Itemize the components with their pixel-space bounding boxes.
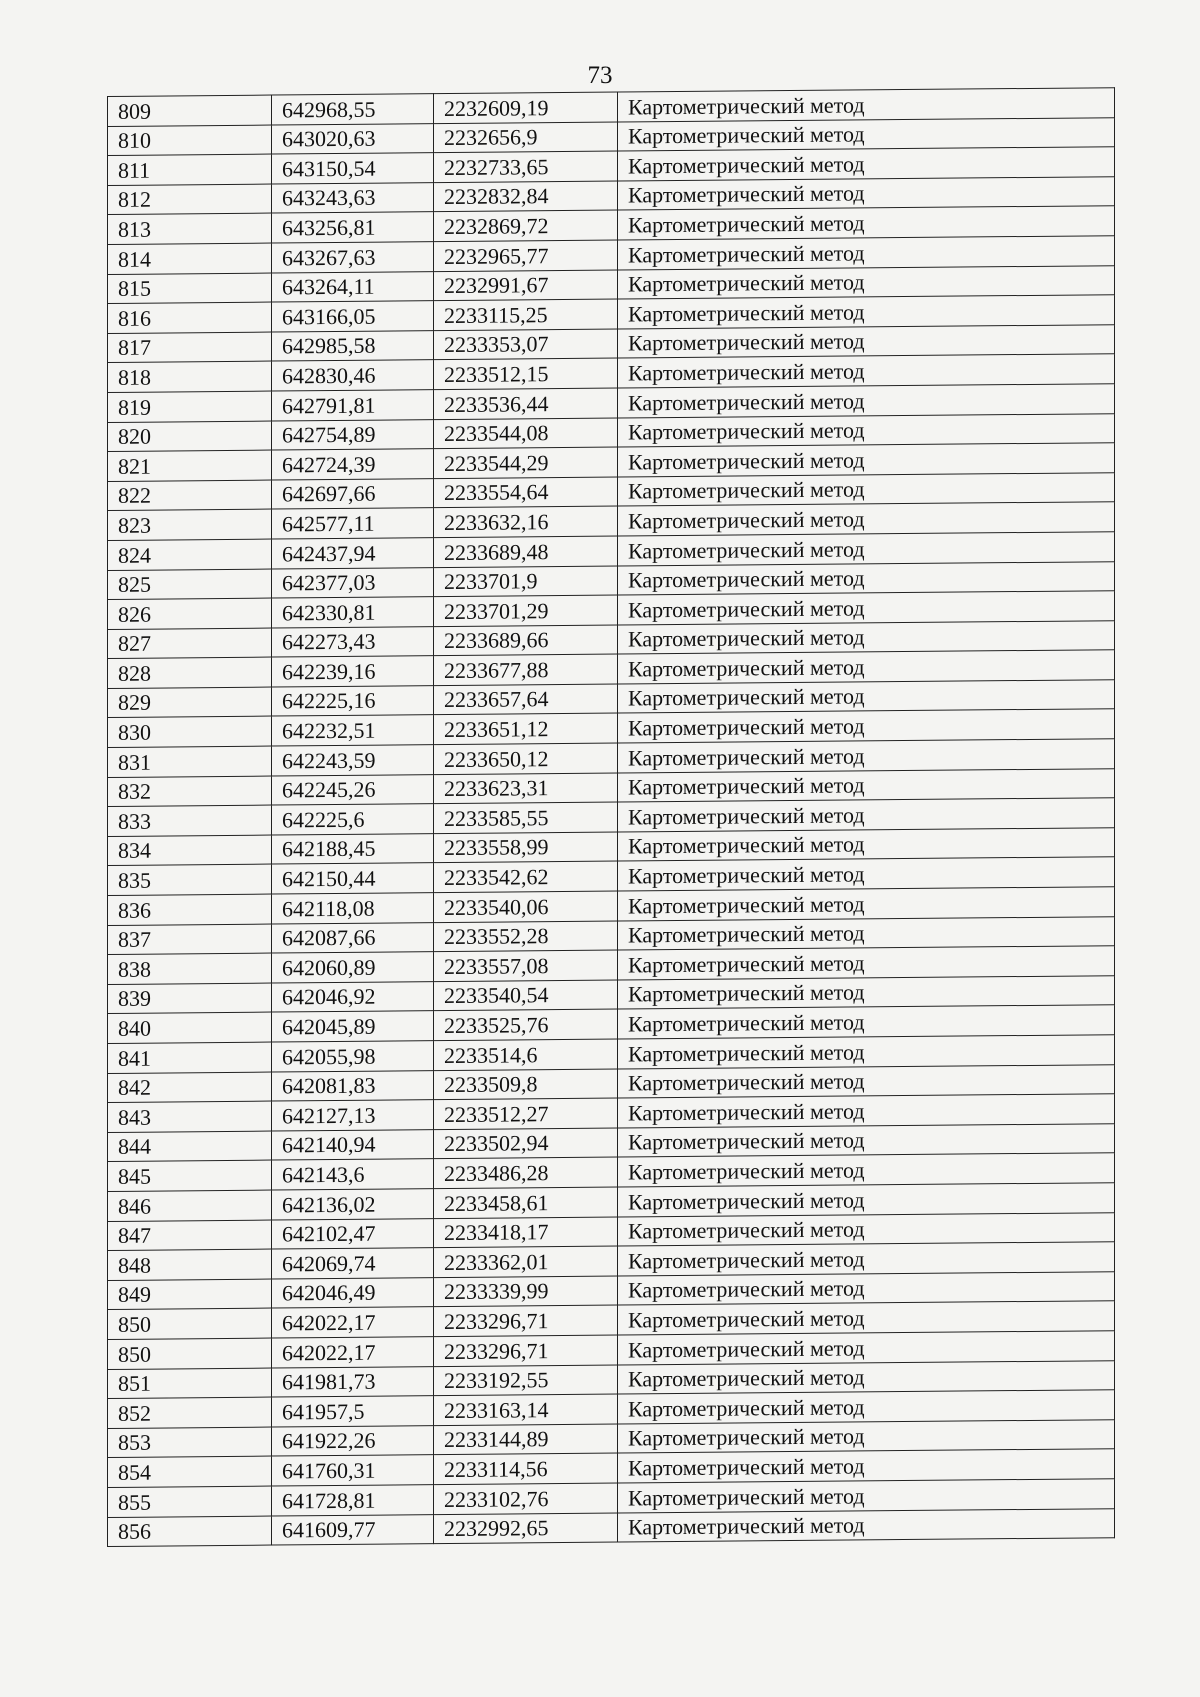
method-cell: Картометрический метод: [618, 916, 1115, 950]
method-cell: Картометрический метод: [618, 739, 1115, 773]
y-coordinate-cell: 2233512,27: [434, 1098, 618, 1129]
method-cell: Картометрический метод: [618, 1360, 1115, 1394]
y-coordinate-cell: 2233558,99: [434, 832, 618, 863]
method-cell: Картометрический метод: [618, 591, 1115, 625]
x-coordinate-cell: 642069,74: [272, 1248, 434, 1279]
method-cell: Картометрический метод: [618, 1449, 1115, 1483]
x-coordinate-cell: 642188,45: [272, 833, 434, 864]
x-coordinate-cell: 642087,66: [272, 922, 434, 953]
x-coordinate-cell: 642697,66: [272, 478, 434, 509]
y-coordinate-cell: 2233296,71: [434, 1335, 618, 1366]
y-coordinate-cell: 2233623,31: [434, 773, 618, 804]
coordinates-table: [107, 87, 1115, 1547]
x-coordinate-cell: 642830,46: [272, 360, 434, 391]
y-coordinate-cell: 2233552,28: [434, 921, 618, 952]
method-cell: Картометрический метод: [618, 976, 1115, 1010]
y-coordinate-cell: 2233512,15: [434, 358, 618, 389]
y-coordinate-cell: 2233502,94: [434, 1128, 618, 1159]
point-number-cell: 848: [108, 1249, 272, 1280]
point-number-cell: 825: [108, 569, 272, 600]
method-cell: Картометрический метод: [618, 236, 1115, 270]
point-number-cell: 840: [108, 1012, 272, 1043]
y-coordinate-cell: 2233677,88: [434, 654, 618, 685]
method-cell: Картометрический метод: [618, 384, 1115, 418]
method-cell: Картометрический метод: [618, 1212, 1115, 1246]
point-number-cell: 839: [108, 983, 272, 1014]
x-coordinate-cell: 641981,73: [272, 1366, 434, 1397]
point-number-cell: 844: [108, 1131, 272, 1162]
point-number-cell: 819: [108, 391, 272, 422]
point-number-cell: 852: [108, 1397, 272, 1428]
method-cell: Картометрический метод: [618, 1123, 1115, 1157]
method-cell: Картометрический метод: [618, 88, 1115, 122]
point-number-cell: 831: [108, 746, 272, 777]
x-coordinate-cell: 642045,89: [272, 1011, 434, 1042]
method-cell: Картометрический метод: [618, 1242, 1115, 1276]
y-coordinate-cell: 2233514,6: [434, 1039, 618, 1070]
y-coordinate-cell: 2233544,29: [434, 447, 618, 478]
point-number-cell: 853: [108, 1427, 272, 1458]
y-coordinate-cell: 2233192,55: [434, 1365, 618, 1396]
x-coordinate-cell: 642046,49: [272, 1277, 434, 1308]
x-coordinate-cell: 642330,81: [272, 597, 434, 628]
x-coordinate-cell: 642081,83: [272, 1070, 434, 1101]
point-number-cell: 856: [108, 1516, 272, 1547]
y-coordinate-cell: 2233542,62: [434, 861, 618, 892]
method-cell: Картометрический метод: [618, 443, 1115, 477]
x-coordinate-cell: 642046,92: [272, 981, 434, 1012]
point-number-cell: 818: [108, 361, 272, 392]
point-number-cell: 828: [108, 657, 272, 688]
point-number-cell: 826: [108, 598, 272, 629]
point-number-cell: 829: [108, 687, 272, 718]
x-coordinate-cell: 641760,31: [272, 1455, 434, 1486]
method-cell: Картометрический метод: [618, 768, 1115, 802]
y-coordinate-cell: 2232832,84: [434, 181, 618, 212]
x-coordinate-cell: 643256,81: [272, 212, 434, 243]
y-coordinate-cell: 2233657,64: [434, 684, 618, 715]
y-coordinate-cell: 2233102,76: [434, 1483, 618, 1514]
x-coordinate-cell: 642140,94: [272, 1129, 434, 1160]
point-number-cell: 850: [108, 1338, 272, 1369]
point-number-cell: 810: [108, 125, 272, 156]
point-number-cell: 851: [108, 1368, 272, 1399]
method-cell: Картометрический метод: [618, 413, 1115, 447]
method-cell: Картометрический метод: [618, 1508, 1115, 1542]
x-coordinate-cell: 642225,16: [272, 686, 434, 717]
x-coordinate-cell: 642968,55: [272, 94, 434, 125]
x-coordinate-cell: 641728,81: [272, 1485, 434, 1516]
method-cell: Картометрический метод: [618, 1301, 1115, 1335]
x-coordinate-cell: 642225,6: [272, 804, 434, 835]
y-coordinate-cell: 2233163,14: [434, 1394, 618, 1425]
point-number-cell: 814: [108, 243, 272, 274]
x-coordinate-cell: 642143,6: [272, 1159, 434, 1190]
point-number-cell: 809: [108, 95, 272, 126]
method-cell: Картометрический метод: [618, 1005, 1115, 1039]
method-cell: Картометрический метод: [618, 1153, 1115, 1187]
y-coordinate-cell: 2233701,29: [434, 595, 618, 626]
y-coordinate-cell: 2232733,65: [434, 151, 618, 182]
point-number-cell: 849: [108, 1279, 272, 1310]
method-cell: Картометрический метод: [618, 1183, 1115, 1217]
point-number-cell: 838: [108, 953, 272, 984]
y-coordinate-cell: 2233509,8: [434, 1069, 618, 1100]
point-number-cell: 834: [108, 835, 272, 866]
method-cell: Картометрический метод: [618, 650, 1115, 684]
x-coordinate-cell: 643264,11: [272, 271, 434, 302]
method-cell: Картометрический метод: [618, 1479, 1115, 1513]
method-cell: Картометрический метод: [618, 680, 1115, 714]
y-coordinate-cell: 2233540,54: [434, 980, 618, 1011]
point-number-cell: 830: [108, 717, 272, 748]
x-coordinate-cell: 642377,03: [272, 567, 434, 598]
y-coordinate-cell: 2233689,48: [434, 536, 618, 567]
method-cell: Картометрический метод: [618, 828, 1115, 862]
x-coordinate-cell: 643243,63: [272, 182, 434, 213]
page-number: 73: [587, 62, 613, 89]
point-number-cell: 815: [108, 273, 272, 304]
method-cell: Картометрический метод: [618, 324, 1115, 358]
y-coordinate-cell: 2233296,71: [434, 1305, 618, 1336]
point-number-cell: 850: [108, 1308, 272, 1339]
y-coordinate-cell: 2233585,55: [434, 802, 618, 833]
point-number-cell: 820: [108, 421, 272, 452]
point-number-cell: 855: [108, 1486, 272, 1517]
method-cell: Картометрический метод: [618, 1271, 1115, 1305]
y-coordinate-cell: 2232991,67: [434, 270, 618, 301]
x-coordinate-cell: 642577,11: [272, 508, 434, 539]
x-coordinate-cell: 642243,59: [272, 745, 434, 776]
y-coordinate-cell: 2232656,9: [434, 122, 618, 153]
y-coordinate-cell: 2233701,9: [434, 566, 618, 597]
x-coordinate-cell: 642022,17: [272, 1337, 434, 1368]
y-coordinate-cell: 2232869,72: [434, 210, 618, 241]
point-number-cell: 827: [108, 628, 272, 659]
y-coordinate-cell: 2233650,12: [434, 743, 618, 774]
method-cell: Картометрический метод: [618, 1331, 1115, 1365]
y-coordinate-cell: 2233144,89: [434, 1424, 618, 1455]
point-number-cell: 847: [108, 1220, 272, 1251]
point-number-cell: 813: [108, 213, 272, 244]
point-number-cell: 833: [108, 805, 272, 836]
point-number-cell: 812: [108, 184, 272, 215]
x-coordinate-cell: 642724,39: [272, 449, 434, 480]
point-number-cell: 841: [108, 1042, 272, 1073]
x-coordinate-cell: 642754,89: [272, 419, 434, 450]
point-number-cell: 817: [108, 332, 272, 363]
point-number-cell: 837: [108, 924, 272, 955]
x-coordinate-cell: 643020,63: [272, 123, 434, 154]
x-coordinate-cell: 642150,44: [272, 863, 434, 894]
x-coordinate-cell: 642127,13: [272, 1100, 434, 1131]
method-cell: Картометрический метод: [618, 1035, 1115, 1069]
coordinates-table-body: [108, 88, 1115, 1547]
x-coordinate-cell: 641922,26: [272, 1425, 434, 1456]
y-coordinate-cell: 2233339,99: [434, 1276, 618, 1307]
y-coordinate-cell: 2233544,08: [434, 418, 618, 449]
x-coordinate-cell: 642022,17: [272, 1307, 434, 1338]
x-coordinate-cell: 642985,58: [272, 330, 434, 361]
x-coordinate-cell: 643166,05: [272, 301, 434, 332]
y-coordinate-cell: 2233651,12: [434, 714, 618, 745]
y-coordinate-cell: 2233536,44: [434, 388, 618, 419]
point-number-cell: 845: [108, 1160, 272, 1191]
method-cell: Картометрический метод: [618, 709, 1115, 743]
method-cell: Картометрический метод: [618, 620, 1115, 654]
point-number-cell: 821: [108, 450, 272, 481]
method-cell: Картометрический метод: [618, 472, 1115, 506]
point-number-cell: 842: [108, 1072, 272, 1103]
point-number-cell: 854: [108, 1456, 272, 1487]
method-cell: Картометрический метод: [618, 147, 1115, 181]
method-cell: Картометрический метод: [618, 1390, 1115, 1424]
point-number-cell: 846: [108, 1190, 272, 1221]
method-cell: Картометрический метод: [618, 354, 1115, 388]
point-number-cell: 822: [108, 480, 272, 511]
y-coordinate-cell: 2233115,25: [434, 299, 618, 330]
y-coordinate-cell: 2233540,06: [434, 891, 618, 922]
y-coordinate-cell: 2232992,65: [434, 1513, 618, 1544]
point-number-cell: 835: [108, 865, 272, 896]
method-cell: Картометрический метод: [618, 857, 1115, 891]
x-coordinate-cell: 641957,5: [272, 1396, 434, 1427]
method-cell: Картометрический метод: [618, 1064, 1115, 1098]
point-number-cell: 823: [108, 509, 272, 540]
x-coordinate-cell: 642239,16: [272, 656, 434, 687]
point-number-cell: 816: [108, 302, 272, 333]
method-cell: Картометрический метод: [618, 532, 1115, 566]
x-coordinate-cell: 642118,08: [272, 893, 434, 924]
y-coordinate-cell: 2233557,08: [434, 950, 618, 981]
y-coordinate-cell: 2233554,64: [434, 477, 618, 508]
method-cell: Картометрический метод: [618, 176, 1115, 210]
y-coordinate-cell: 2232965,77: [434, 240, 618, 271]
x-coordinate-cell: 642245,26: [272, 774, 434, 805]
point-number-cell: 811: [108, 154, 272, 185]
method-cell: Картометрический метод: [618, 502, 1115, 536]
x-coordinate-cell: 643267,63: [272, 242, 434, 273]
y-coordinate-cell: 2233114,56: [434, 1453, 618, 1484]
x-coordinate-cell: 642232,51: [272, 715, 434, 746]
method-cell: Картометрический метод: [618, 1419, 1115, 1453]
x-coordinate-cell: 642102,47: [272, 1218, 434, 1249]
y-coordinate-cell: 2233486,28: [434, 1157, 618, 1188]
method-cell: Картометрический метод: [618, 1094, 1115, 1128]
method-cell: Картометрический метод: [618, 295, 1115, 329]
y-coordinate-cell: 2233362,01: [434, 1246, 618, 1277]
point-number-cell: 824: [108, 539, 272, 570]
x-coordinate-cell: 641609,77: [272, 1514, 434, 1545]
x-coordinate-cell: 642136,02: [272, 1189, 434, 1220]
x-coordinate-cell: 642060,89: [272, 952, 434, 983]
method-cell: Картометрический метод: [618, 206, 1115, 240]
method-cell: Картометрический метод: [618, 265, 1115, 299]
point-number-cell: 832: [108, 776, 272, 807]
x-coordinate-cell: 642791,81: [272, 390, 434, 421]
x-coordinate-cell: 642055,98: [272, 1041, 434, 1072]
y-coordinate-cell: 2233632,16: [434, 506, 618, 537]
y-coordinate-cell: 2233458,61: [434, 1187, 618, 1218]
method-cell: Картометрический метод: [618, 946, 1115, 980]
x-coordinate-cell: 642437,94: [272, 538, 434, 569]
x-coordinate-cell: 642273,43: [272, 626, 434, 657]
method-cell: Картометрический метод: [618, 798, 1115, 832]
point-number-cell: 836: [108, 894, 272, 925]
point-number-cell: 843: [108, 1101, 272, 1132]
method-cell: Картометрический метод: [618, 887, 1115, 921]
y-coordinate-cell: 2232609,19: [434, 92, 618, 123]
y-coordinate-cell: 2233525,76: [434, 1009, 618, 1040]
y-coordinate-cell: 2233353,07: [434, 329, 618, 360]
method-cell: Картометрический метод: [618, 117, 1115, 151]
x-coordinate-cell: 643150,54: [272, 153, 434, 184]
method-cell: Картометрический метод: [618, 561, 1115, 595]
y-coordinate-cell: 2233689,66: [434, 625, 618, 656]
y-coordinate-cell: 2233418,17: [434, 1217, 618, 1248]
